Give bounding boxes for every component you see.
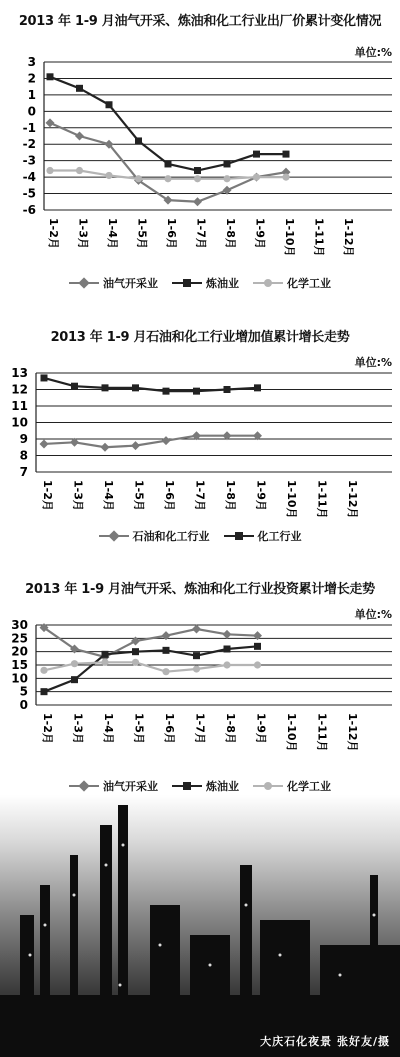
x-tick-label: 1-11月 — [315, 713, 329, 752]
legend-label: 油气开采业 — [103, 780, 158, 793]
data-point-square — [224, 646, 231, 653]
x-tick-label: 1-7月 — [193, 480, 207, 511]
x-tick-label: 1-4月 — [102, 480, 115, 511]
x-tick-label: 1-3月 — [76, 218, 90, 249]
y-tick-label: 2 — [27, 71, 36, 86]
refinery-night-photo — [0, 795, 400, 1057]
x-tick-label: 1-11月 — [315, 480, 329, 519]
y-tick-label: -1 — [22, 120, 36, 135]
x-tick-label: 1-4月 — [106, 218, 119, 249]
y-tick-label: 1 — [27, 87, 36, 102]
data-point-square — [102, 651, 109, 658]
legend-label: 化工行业 — [257, 530, 302, 543]
data-point-circle — [162, 668, 169, 675]
x-tick-label: 1-10月 — [283, 218, 296, 257]
chart-legend-3 — [0, 778, 400, 794]
legend-label: 油气开采业 — [103, 277, 158, 290]
x-tick-label: 1-5月 — [135, 218, 149, 249]
x-tick-label: 1-12月 — [346, 480, 359, 519]
x-tick-label: 1-5月 — [132, 480, 146, 511]
data-point-square — [71, 676, 78, 683]
x-tick-label: 1-5月 — [132, 713, 146, 744]
legend-label: 炼油业 — [206, 277, 239, 290]
x-tick-label: 1-3月 — [71, 713, 85, 744]
x-tick-label: 1-2月 — [41, 713, 54, 744]
series-line — [44, 646, 258, 691]
y-tick-label: 20 — [11, 644, 28, 659]
x-tick-label: 1-8月 — [224, 218, 237, 249]
x-tick-label: 1-11月 — [312, 218, 326, 257]
x-tick-label: 1-12月 — [342, 218, 355, 257]
legend-label: 石油和化工行业 — [132, 530, 210, 543]
x-tick-label: 1-7月 — [194, 218, 208, 249]
legend-swatch — [69, 785, 99, 787]
photo-caption: 大庆石化夜景 张好友/摄 — [260, 1035, 390, 1048]
data-point-circle — [71, 660, 78, 667]
data-point-circle — [132, 659, 139, 666]
x-tick-label: 1-10月 — [285, 480, 298, 519]
y-tick-label: -6 — [22, 203, 36, 217]
x-tick-label: 1-9月 — [254, 480, 268, 511]
data-point-square — [163, 647, 170, 654]
x-tick-label: 1-6月 — [165, 218, 178, 249]
x-tick-label: 1-6月 — [163, 713, 176, 744]
x-tick-label: 1-4月 — [102, 713, 115, 744]
legend-label: 化学工业 — [287, 780, 331, 793]
y-tick-label: 9 — [19, 432, 28, 446]
chart-title-1: 2013 年 1-9 月油气开采、炼油和化工行业出厂价累计变化情况 — [18, 14, 382, 29]
legend-item — [69, 778, 158, 794]
y-tick-label: 11 — [11, 399, 28, 413]
x-tick-label: 1-6月 — [163, 480, 176, 511]
y-tick-label: 7 — [19, 465, 28, 479]
y-tick-label: 0 — [27, 104, 36, 119]
x-tick-label: 1-9月 — [253, 218, 267, 249]
x-tick-label: 1-9月 — [254, 713, 268, 744]
y-tick-label: 15 — [11, 658, 28, 672]
data-point-circle — [193, 665, 200, 672]
x-tick-label: 1-3月 — [71, 480, 85, 511]
x-tick-label: 1-2月 — [47, 218, 60, 249]
data-point-diamond — [223, 630, 232, 639]
y-tick-label: -4 — [22, 170, 36, 185]
data-point-square — [132, 648, 139, 655]
data-point-square — [193, 652, 200, 659]
legend-item — [172, 778, 239, 794]
x-tick-label: 1-12月 — [346, 713, 359, 752]
chart-title-3: 2013 年 1-9 月油气开采、炼油和化工行业投资累计增长走势 — [25, 582, 375, 597]
x-tick-label: 1-7月 — [193, 713, 207, 744]
unit-label-3: 单位:% — [354, 608, 392, 621]
y-tick-label: 10 — [11, 415, 28, 430]
data-point-circle — [223, 661, 230, 668]
chart-title-2: 2013 年 1-9 月石油和化工行业增加值累计增长走势 — [50, 330, 350, 345]
x-tick-label: 1-2月 — [41, 480, 54, 511]
refinery-silhouette — [0, 795, 400, 1057]
unit-label-1: 单位:% — [354, 46, 392, 59]
legend-swatch — [172, 785, 202, 787]
y-tick-label: 12 — [11, 382, 28, 397]
y-tick-label: 0 — [19, 698, 28, 712]
data-point-circle — [101, 659, 108, 666]
data-point-square — [254, 643, 261, 650]
data-point-circle — [254, 661, 261, 668]
y-tick-label: 10 — [11, 671, 28, 686]
data-point-diamond — [192, 625, 201, 634]
legend-item — [253, 778, 331, 794]
legend-label: 炼油业 — [206, 780, 239, 793]
y-tick-label: 13 — [11, 366, 28, 380]
legend-swatch — [253, 785, 283, 787]
x-tick-label: 1-10月 — [285, 713, 298, 752]
data-point-square — [41, 688, 48, 695]
y-tick-label: 3 — [27, 55, 36, 69]
x-tick-label: 1-8月 — [224, 480, 237, 511]
legend-label: 化学工业 — [287, 277, 331, 290]
y-tick-label: 25 — [11, 631, 28, 646]
y-tick-label: 30 — [11, 618, 28, 632]
y-tick-label: -2 — [22, 137, 36, 152]
y-tick-label: 5 — [19, 684, 28, 699]
data-point-circle — [40, 667, 47, 674]
y-tick-label: -5 — [22, 186, 36, 201]
y-tick-label: 8 — [19, 448, 28, 463]
y-tick-label: -3 — [22, 153, 36, 168]
unit-label-2: 单位:% — [354, 356, 392, 369]
x-tick-label: 1-8月 — [224, 713, 237, 744]
